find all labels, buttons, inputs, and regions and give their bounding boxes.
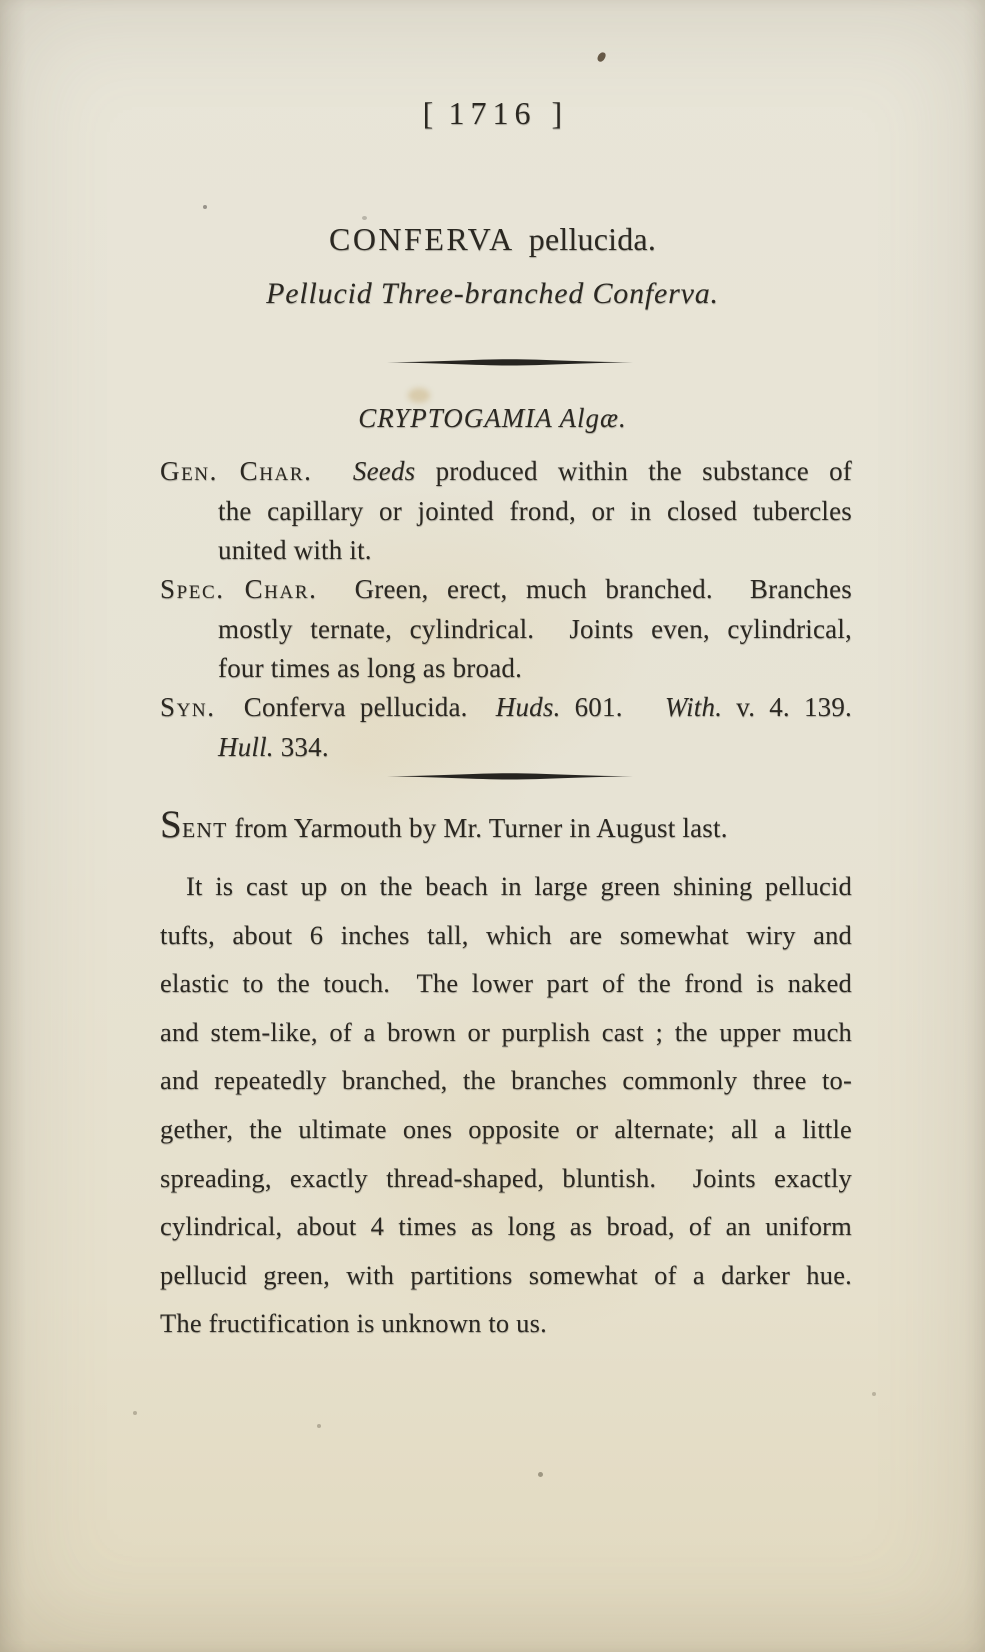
generic-character-section	[160, 452, 852, 571]
paper-stain	[408, 388, 430, 403]
swelled-rule-divider-top	[387, 358, 633, 367]
text-line: Spec. Char. Green, erect, much branched. Branches	[160, 574, 852, 604]
paper-speck	[133, 1411, 137, 1415]
text-line: mostly ternate, cylindrical. Joints even, cylindrical,	[218, 613, 852, 644]
text-line: The fructification is unknown to us.	[160, 1308, 547, 1339]
text-line: tufts, about 6 inches tall, which are somewhat wiry and	[160, 919, 852, 950]
text-line: It is cast up on the beach in large green shining pellucid	[186, 871, 852, 901]
page-number-bracket-left: [	[422, 95, 434, 131]
page-number	[0, 94, 985, 132]
text-line: elastic to the touch. The lower part of the frond is naked	[160, 968, 852, 999]
text-line: and stem-like, of a brown or purplish cast ; the upper much	[160, 1016, 852, 1047]
paper-speck	[538, 1472, 543, 1477]
text-line: and repeatedly branched, the branches commonly three to-	[160, 1065, 852, 1096]
text-line: pellucid green, with partitions somewhat of a darker hue.	[160, 1259, 852, 1290]
paper-speck	[596, 51, 606, 63]
classification-heading: CRYPTOGAMIA Algæ.	[358, 403, 627, 433]
specific-character-section	[160, 570, 852, 689]
species-epithet: pellucida.	[528, 221, 657, 257]
text-line: four times as long as broad.	[218, 653, 523, 683]
paper-speck	[203, 205, 207, 209]
synonyms-section	[160, 688, 852, 767]
text-line: cylindrical, about 4 times as long as broad, of an uniform	[160, 1211, 852, 1242]
text-line: SENT from Yarmouth by Mr. Turner in August last.	[160, 803, 728, 846]
page-number-bracket-right: ]	[551, 95, 563, 131]
text-line: gether, the ultimate ones opposite or alternate; all a little	[160, 1113, 852, 1144]
text-line: spreading, exactly thread-shaped, bluntish. Joints exactly	[160, 1162, 852, 1193]
common-name-subtitle: Pellucid Three-branched Conferva.	[266, 277, 719, 310]
text-line: Gen. Char. Seeds produced within the substance of	[160, 456, 852, 486]
page-number-value: 1716	[448, 95, 537, 131]
species-title	[0, 220, 985, 258]
text-line: Hull. 334.	[218, 731, 329, 762]
genus-name: CONFERVA	[328, 221, 515, 257]
provenance-line	[160, 803, 852, 852]
text-line: the capillary or jointed frond, or in closed tubercles	[218, 495, 852, 526]
description-paragraph	[160, 862, 852, 1348]
text-line: Syn. Conferva pellucida. Huds. 601. With. v. 4. 139.	[160, 692, 853, 722]
text-line: united with it.	[218, 535, 372, 565]
paper-speck	[317, 1424, 321, 1428]
paper-speck	[872, 1392, 876, 1396]
swelled-rule-divider-bottom	[387, 772, 633, 781]
